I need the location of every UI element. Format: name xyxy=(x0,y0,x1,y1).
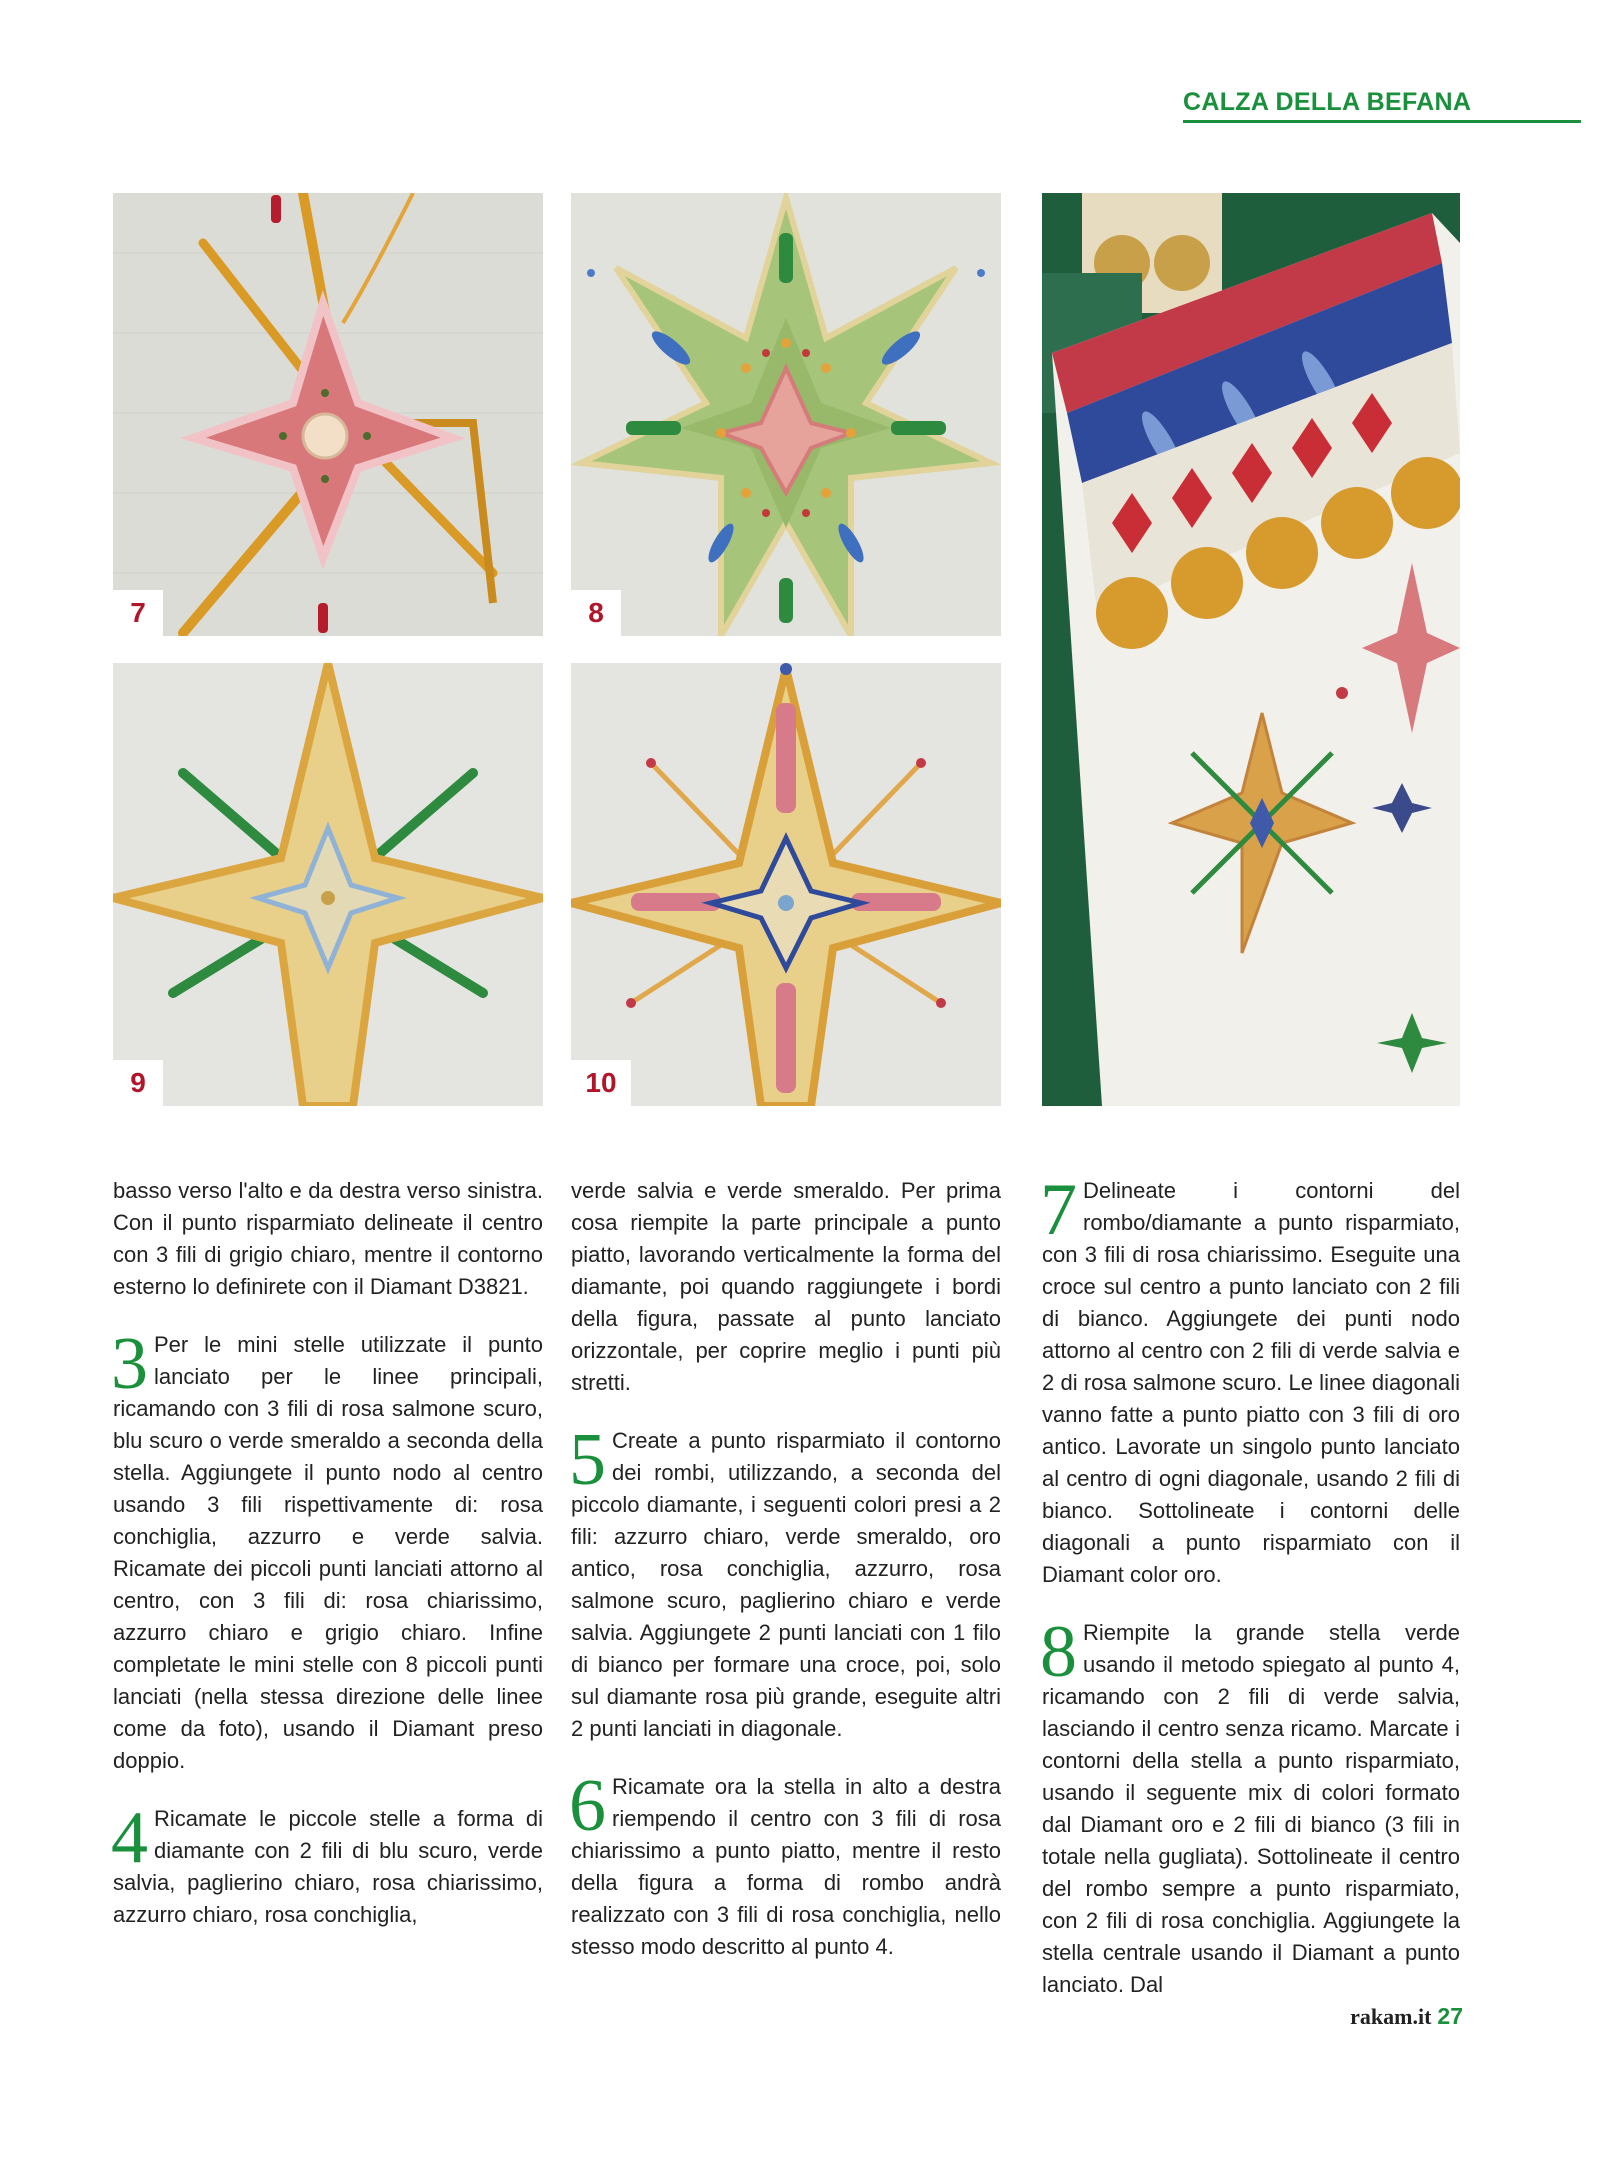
paragraph xyxy=(1040,1169,1460,1591)
paragraph-text: Riempite la grande stella verde usando il metodo spiegato al punto 4, ricamando con 2 fili di verde salvia, lasciando il centro senza ricamo. Marcate i contorni della stella a punto risparmiato, usando il seguente mix di colori formato dal Diamant oro e 2 fili di bianco (3 fili in totale nella gugliata). Sottolineate il centro del rombo sempre a punto risparmiato, con 2 fili di rosa conchiglia. Aggiungete la stella centrale usando il Diamant a punto lanciato. Dal xyxy=(1042,1620,1460,1997)
step-label: 8 xyxy=(571,590,621,636)
paragraph xyxy=(111,1797,543,1931)
photo-step-8 xyxy=(571,193,1001,636)
paragraph-text: verde salvia e verde smeraldo. Per prima cosa riempite la parte principale a punto piatto, lavorando verticalmente la forma del diamante, poi quando raggiungete i bordi della figura, passate al punto lanciato orizzontale, per coprire meglio i punti più stretti. xyxy=(571,1178,1001,1395)
text-column-1 xyxy=(113,1175,543,1957)
section-title: CALZA DELLA BEFANA xyxy=(1183,88,1472,116)
paragraph xyxy=(111,1323,543,1777)
step-label: 9 xyxy=(113,1060,163,1106)
embroidered-star-gold-icon xyxy=(113,663,543,1106)
paragraph xyxy=(569,1765,1001,1963)
page-number: 27 xyxy=(1437,2003,1463,2029)
photo-step-10 xyxy=(571,663,1001,1106)
photo-stocking xyxy=(1042,193,1460,1106)
embroidered-stocking-icon xyxy=(1042,193,1460,1106)
paragraph xyxy=(571,1175,1001,1399)
paragraph-text: Ricamate le piccole stelle a forma di diamante con 2 fili di blu scuro, verde salvia, paglierino chiaro, rosa chiarissimo, azzurro chiaro, rosa conchiglia, xyxy=(113,1806,543,1927)
paragraph xyxy=(1040,1611,1460,2001)
paragraph-text: Create a punto risparmiato il contorno dei rombi, utilizzando, a seconda del piccolo diamante, i seguenti colori presi a 2 fili: azzurro chiaro, verde smeraldo, oro antico, rosa conchiglia, azzurro, rosa salmone scuro, paglierino chiaro e verde salvia. Aggiungete 2 punti lanciati con 1 filo di bianco per formare una croce, poi, solo sul diamante rosa più grande, eseguite altri 2 punti lanciati in diagonale. xyxy=(571,1428,1001,1741)
dropcap: 3 xyxy=(111,1323,148,1405)
photo-step-9 xyxy=(113,663,543,1106)
text-column-3 xyxy=(1040,1169,1460,2027)
paragraph-text: basso verso l'alto e da destra verso sinistra. Con il punto risparmiato delineate il centro con 3 fili di grigio chiaro, mentre il contorno esterno lo definirete con il Diamant D3821. xyxy=(113,1178,543,1299)
embroidered-star-pink-icon xyxy=(113,193,543,636)
paragraph xyxy=(113,1175,543,1303)
dropcap: 5 xyxy=(569,1419,606,1501)
photo-step-7 xyxy=(113,193,543,636)
dropcap: 8 xyxy=(1040,1611,1077,1693)
paragraph-text: Delineate i contorni del rombo/diamante a punto risparmiato, con 3 fili di rosa chiarissimo. Eseguite una croce sul centro a punto lanciato con 2 fili di bianco. Aggiungete dei punti nodo attorno al centro con 2 fili di verde salvia e 2 di rosa salmone scuro. Le linee diagonali vanno fatte a punto piatto con 3 fili di oro antico. Lavorate un singolo punto lanciato al centro di ogni diagonale, usando 2 fili di bianco. Sottolineate i contorni delle diagonali a punto risparmiato con il Diamant color oro. xyxy=(1042,1178,1460,1587)
section-title-rule xyxy=(1183,120,1581,123)
dropcap: 7 xyxy=(1040,1169,1077,1251)
step-label: 10 xyxy=(571,1060,631,1106)
dropcap: 6 xyxy=(569,1765,606,1847)
paragraph-text: Ricamate ora la stella in alto a destra riempendo il centro con 3 fili di rosa chiarissimo a punto piatto, mentre il resto della figura a forma di rombo andrà realizzato con 3 fili di rosa conchiglia, nello stesso modo descritto al punto 4. xyxy=(571,1774,1001,1959)
site-name: rakam.it xyxy=(1350,2004,1432,2029)
paragraph xyxy=(569,1419,1001,1745)
paragraph-text: Per le mini stelle utilizzate il punto lanciato per le linee principali, ricamando con 3 fili di rosa salmone scuro, blu scuro o verde smeraldo a seconda della stella. Aggiungete il punto nodo al centro usando 3 fili rispettivamente di: rosa conchiglia, azzurro e verde salvia. Ricamate dei piccoli punti lanciati attorno al centro, con 3 fili di: rosa chiarissimo, azzurro chiaro e grigio chiaro. Infine completate le mini stelle con 8 piccoli punti lanciati (nella stessa direzione delle linee come da foto), usando il Diamant preso doppio. xyxy=(113,1332,543,1773)
step-label: 7 xyxy=(113,590,163,636)
text-column-2 xyxy=(571,1175,1001,1989)
embroidered-star-gold-pink-icon xyxy=(571,663,1001,1106)
dropcap: 4 xyxy=(111,1797,148,1879)
page-footer xyxy=(1350,2003,1463,2030)
embroidered-star-green-icon xyxy=(571,193,1001,636)
